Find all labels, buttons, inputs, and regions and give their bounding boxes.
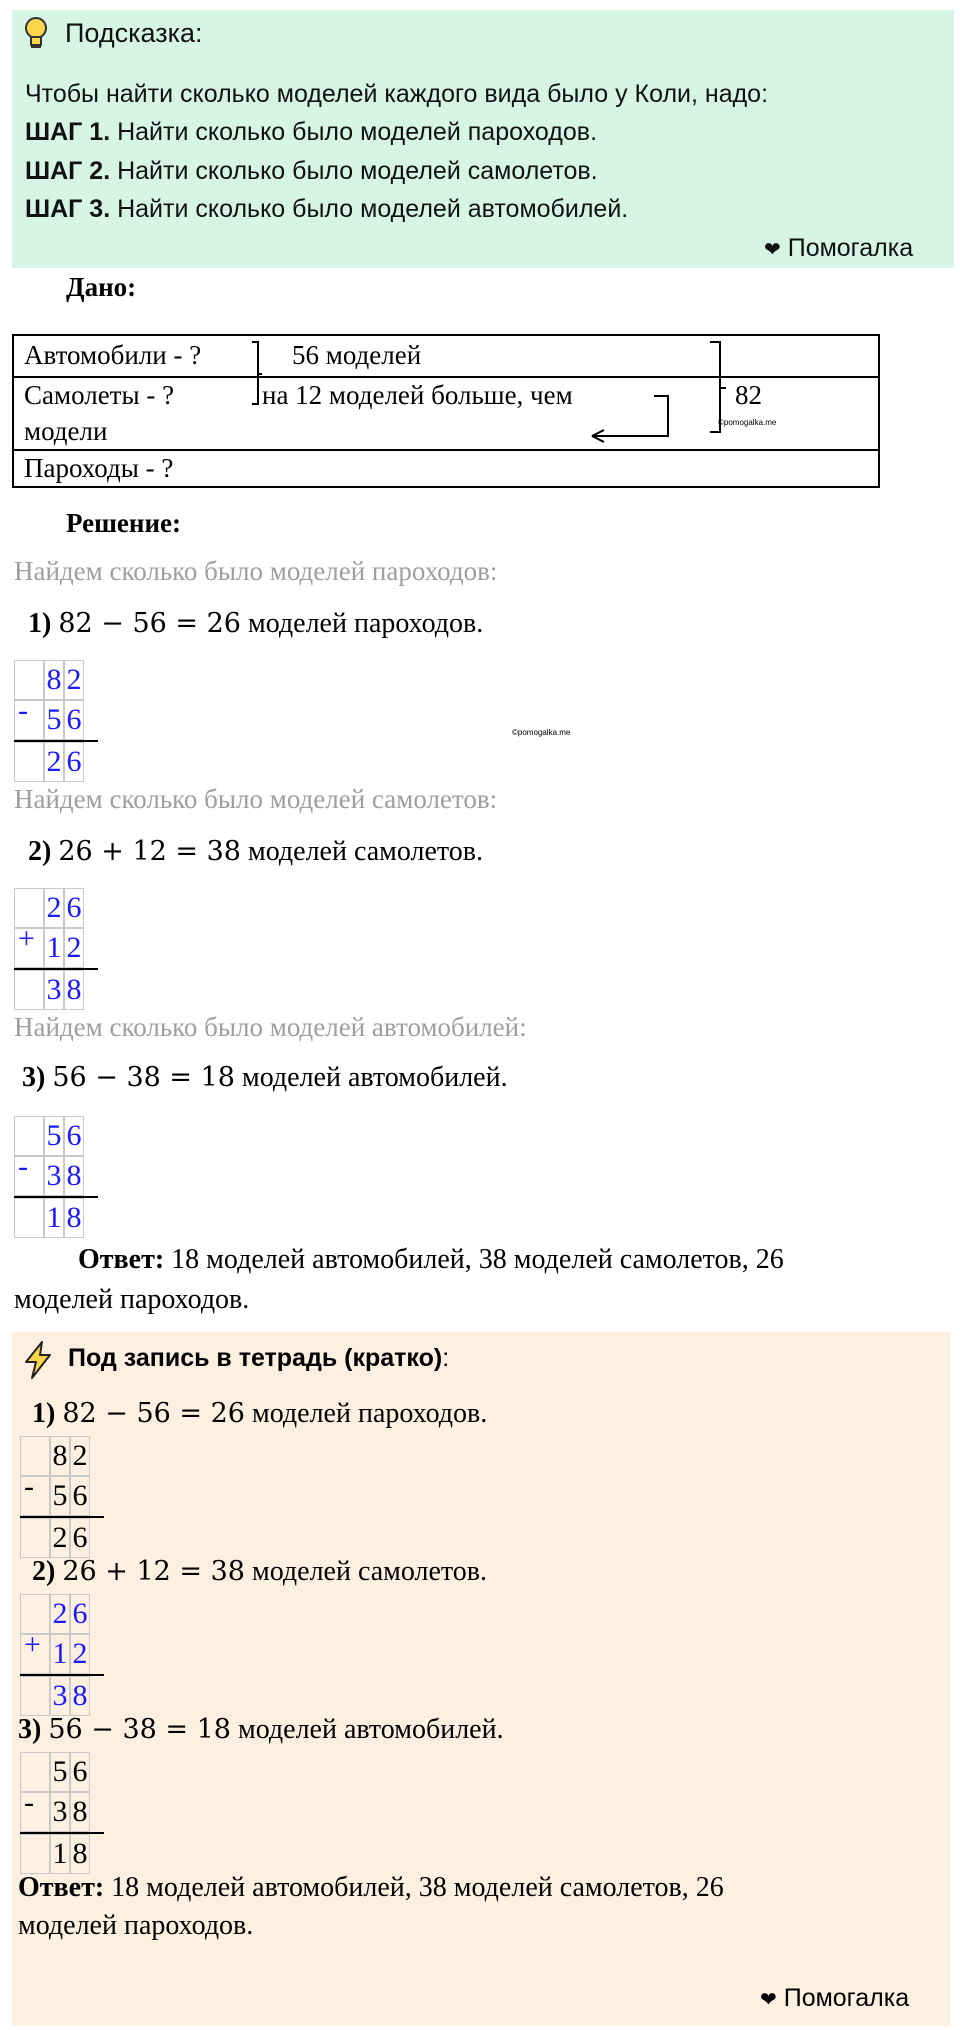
- hint-step-2: [25, 157, 598, 186]
- step-number: 2): [28, 836, 52, 867]
- digit: 8: [70, 1834, 90, 1874]
- row-planes-value: на 12 моделей больше, чем: [262, 380, 573, 410]
- digit: 2: [50, 1518, 70, 1558]
- operator-sign: +: [24, 1628, 41, 1661]
- digit: 3: [44, 1156, 64, 1196]
- step1-equation: [28, 608, 483, 640]
- digit: 1: [44, 928, 64, 968]
- step-number: 2): [32, 1556, 56, 1587]
- grid-cell: [14, 970, 44, 1010]
- grid-cell: [20, 1518, 50, 1558]
- notebook-title: [68, 1344, 449, 1373]
- column-subtraction-1: [14, 660, 98, 782]
- digit: 8: [70, 1676, 90, 1716]
- digit: 2: [70, 1436, 90, 1476]
- grid-cell: [20, 1676, 50, 1716]
- operator-sign: -: [24, 1470, 34, 1503]
- title-colon: :: [442, 1344, 450, 1372]
- given-heading: Дано:: [66, 272, 137, 302]
- digit: 2: [64, 928, 84, 968]
- brand-label: [760, 1984, 909, 2013]
- digit: 6: [64, 742, 84, 782]
- step-text: моделей автомобилей.: [230, 1714, 504, 1745]
- step-number: 1): [32, 1398, 56, 1429]
- note-step2-equation: [32, 1556, 487, 1588]
- hint-box: [12, 10, 954, 268]
- hint-intro: Чтобы найти сколько моделей каждого вида было у Коли, надо:: [25, 80, 769, 108]
- step-number: 1): [28, 608, 52, 639]
- row-planes-cont: модели: [24, 416, 108, 446]
- operator-sign: -: [18, 694, 28, 727]
- step3-equation: [22, 1062, 508, 1094]
- digit: 2: [44, 742, 64, 782]
- digit: 6: [70, 1476, 90, 1516]
- brand-text: Помогалка: [783, 1984, 910, 2012]
- operator-sign: +: [18, 922, 35, 955]
- answer-cont: моделей пароходов.: [14, 1284, 250, 1315]
- step-text: моделей самолетов.: [244, 1556, 487, 1587]
- row-cars-value: 56 моделей: [292, 340, 422, 370]
- column-addition-2: [14, 888, 98, 1010]
- digit: 2: [50, 1594, 70, 1634]
- heart-icon: ❤: [764, 239, 781, 261]
- expression: 82 − 56 = 26: [58, 608, 241, 639]
- digit: 6: [64, 1116, 84, 1156]
- row-cars-label: Автомобили - ?: [24, 340, 202, 370]
- hint-step-3: [25, 195, 628, 224]
- digit: 8: [44, 660, 64, 700]
- answer-label: Ответ:: [78, 1244, 165, 1275]
- brand-label: [764, 234, 913, 263]
- digit: 8: [70, 1792, 90, 1832]
- note-step3-equation: [18, 1714, 504, 1746]
- title-text: Под запись в тетрадь (кратко): [68, 1344, 443, 1372]
- expression: 56 − 38 = 18: [48, 1714, 231, 1745]
- step2-equation: [28, 836, 483, 868]
- step3-hint: Найдем сколько было моделей автомобилей:: [14, 1012, 527, 1042]
- answer-text: 18 моделей автомобилей, 38 моделей самолетов, 26: [104, 1872, 724, 1903]
- digit: 5: [44, 1116, 64, 1156]
- step-text: моделей автомобилей.: [234, 1062, 508, 1093]
- digit: 1: [50, 1834, 70, 1874]
- watermark: ©pomogalka.me: [512, 728, 571, 737]
- step-text: Найти сколько было моделей автомобилей.: [110, 195, 629, 223]
- digit: 1: [44, 1198, 64, 1238]
- given-table: [12, 334, 880, 488]
- step1-hint: Найдем сколько было моделей пароходов:: [14, 556, 498, 586]
- digit: 6: [70, 1518, 90, 1558]
- answer-label: Ответ:: [18, 1872, 105, 1903]
- step2-hint: Найдем сколько было моделей самолетов:: [14, 784, 498, 814]
- hint-step-1: [25, 118, 597, 147]
- note-column-subtraction-3: [20, 1752, 104, 1874]
- note-step1-equation: [32, 1398, 487, 1430]
- watermark: ©pomogalka.me: [718, 418, 777, 427]
- brand-text: Помогалка: [787, 234, 914, 262]
- digit: 3: [50, 1676, 70, 1716]
- note-column-subtraction-1: [20, 1436, 104, 1558]
- answer-line: [78, 1244, 784, 1276]
- step-label: ШАГ 3.: [25, 195, 111, 223]
- digit: 8: [64, 970, 84, 1010]
- step-label: ШАГ 2.: [25, 157, 111, 185]
- digit: 8: [64, 1156, 84, 1196]
- digit: 1: [50, 1634, 70, 1674]
- brace-lines: [14, 336, 882, 490]
- solution-heading: Решение:: [66, 508, 181, 538]
- digit: 8: [50, 1436, 70, 1476]
- operator-sign: -: [24, 1786, 34, 1819]
- operator-sign: -: [18, 1150, 28, 1183]
- step-text: моделей пароходов.: [244, 1398, 488, 1429]
- row-ships-label: Пароходы - ?: [24, 453, 174, 483]
- digit: 2: [44, 888, 64, 928]
- digit: 6: [70, 1594, 90, 1634]
- digit: 5: [44, 700, 64, 740]
- note-answer-cont: моделей пароходов.: [18, 1910, 254, 1941]
- expression: 26 + 12 = 38: [62, 1556, 245, 1587]
- lightbulb-icon: [23, 16, 49, 50]
- heart-icon: ❤: [760, 1989, 777, 2011]
- step-text: Найти сколько было моделей пароходов.: [110, 118, 598, 146]
- digit: 2: [64, 660, 84, 700]
- step-label: ШАГ 1.: [25, 118, 111, 146]
- column-subtraction-3: [14, 1116, 98, 1238]
- hint-title: Подсказка:: [65, 18, 203, 48]
- digit: 6: [64, 888, 84, 928]
- digit: 6: [70, 1752, 90, 1792]
- step-text: моделей самолетов.: [240, 836, 483, 867]
- note-answer-line: [18, 1872, 724, 1904]
- grid-cell: [20, 1834, 50, 1874]
- digit: 3: [44, 970, 64, 1010]
- grid-cell: [14, 1198, 44, 1238]
- expression: 26 + 12 = 38: [58, 836, 241, 867]
- notebook-box: [12, 1332, 950, 2026]
- lightning-icon: [20, 1340, 56, 1380]
- digit: 6: [64, 700, 84, 740]
- digit: 5: [50, 1752, 70, 1792]
- digit: 2: [70, 1634, 90, 1674]
- step-number: 3): [18, 1714, 42, 1745]
- digit: 5: [50, 1476, 70, 1516]
- digit: 8: [64, 1198, 84, 1238]
- digit: 3: [50, 1792, 70, 1832]
- total-value: 82: [735, 380, 762, 410]
- expression: 82 − 56 = 26: [62, 1398, 245, 1429]
- grid-cell: [14, 742, 44, 782]
- step-text: моделей пароходов.: [240, 608, 484, 639]
- note-column-addition-2: [20, 1594, 104, 1716]
- step-text: Найти сколько было моделей самолетов.: [110, 157, 598, 185]
- answer-text: 18 моделей автомобилей, 38 моделей самолетов, 26: [164, 1244, 784, 1275]
- row-planes-label: Самолеты - ?: [24, 380, 175, 410]
- step-number: 3): [22, 1062, 46, 1093]
- expression: 56 − 38 = 18: [52, 1062, 235, 1093]
